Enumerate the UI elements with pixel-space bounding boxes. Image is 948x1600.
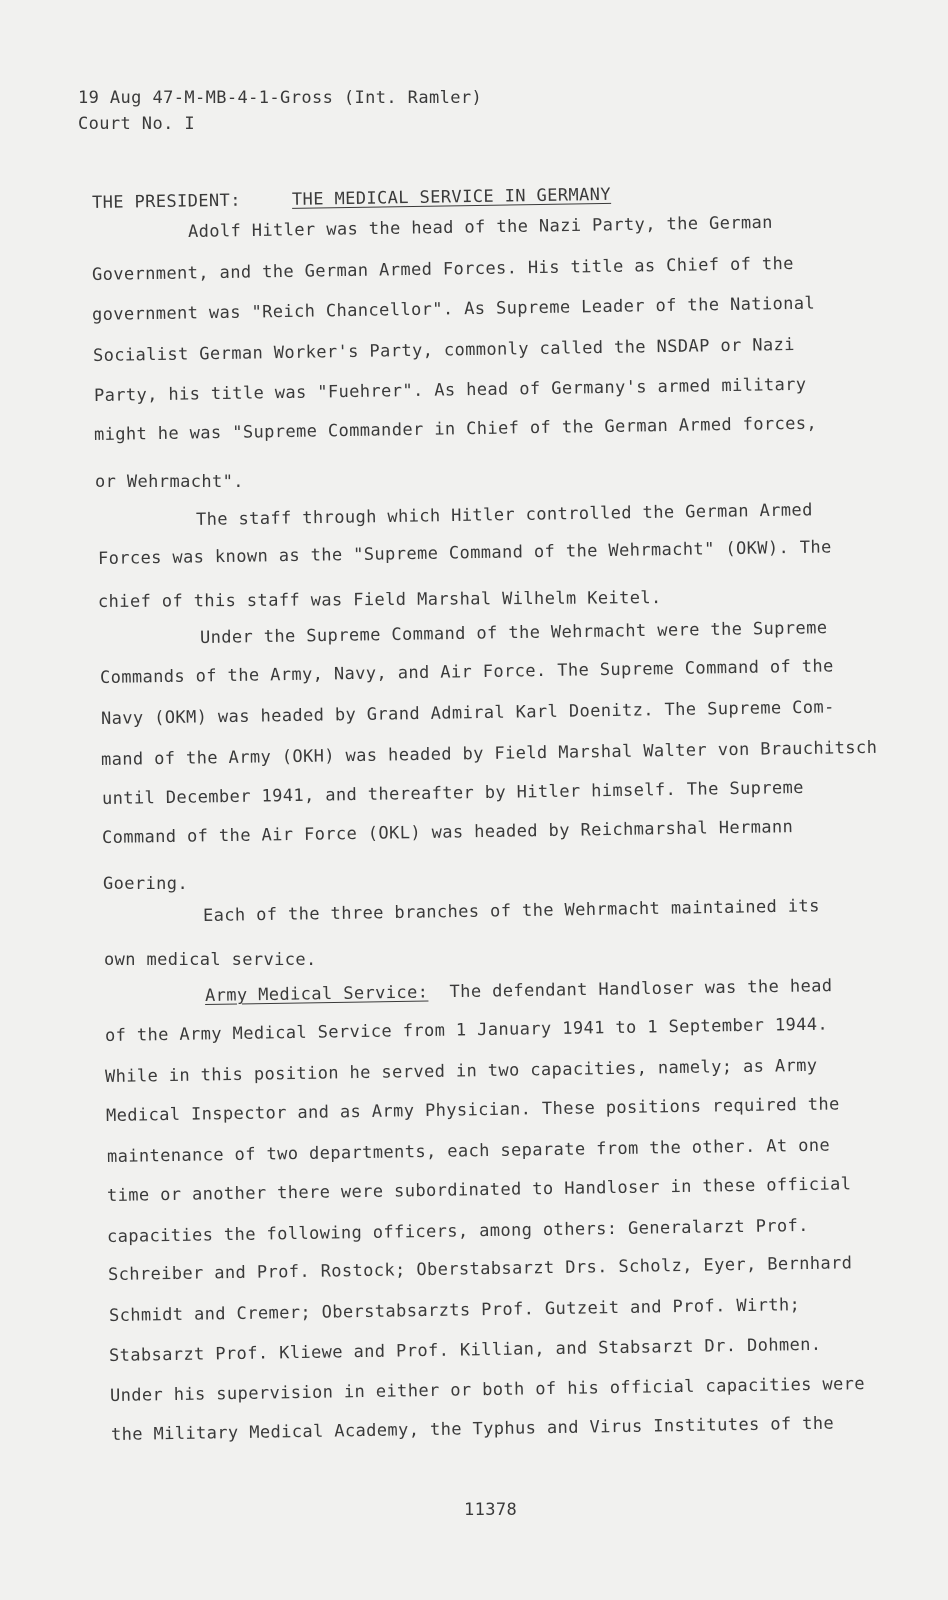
- army-medical-service-heading: Army Medical Service:: [204, 982, 429, 1006]
- text-line: government was "Reich Chancellor". As Supreme Leader of the National: [91, 293, 816, 325]
- text-line: Schmidt and Cremer; Oberstabsarzts Prof. Gutzeit and Prof. Wirth;: [108, 1295, 801, 1326]
- text-line: Stabsarzt Prof. Kliewe and Prof. Killian, and Stabsarzt Dr. Dohmen.: [108, 1334, 822, 1366]
- text-line: Commands of the Army, Navy, and Air Force. The Supreme Command of the: [99, 656, 834, 688]
- text-line: time or another there were subordinated to Handloser in these official: [106, 1174, 852, 1206]
- text-line: might he was "Supreme Commander in Chief of the German Armed forces,: [93, 413, 818, 445]
- section-heading: [92, 185, 611, 213]
- text-line: Forces was known as the "Supreme Command of the Wehrmacht" (OKW). The: [97, 537, 832, 569]
- text-line: [205, 976, 833, 1006]
- text-line: Goering.: [103, 874, 189, 894]
- text-line: or Wehrmacht".: [95, 472, 244, 492]
- text-line: Command of the Air Force (OKL) was headed by Reichmarshal Hermann: [101, 817, 794, 848]
- text-line: Navy (OKM) was headed by Grand Admiral Karl Doenitz. The Supreme Com-: [100, 697, 835, 729]
- text-line: The staff through which Hitler controlled the German Armed: [195, 500, 813, 530]
- court-number: Court No. I: [78, 114, 195, 134]
- section-title: THE MEDICAL SERVICE IN GERMANY: [291, 184, 612, 210]
- text-line: While in this position he served in two capacities, namely; as Army: [104, 1055, 818, 1087]
- page-number: 11378: [464, 1500, 518, 1520]
- text-line: capacities the following officers, among others: Generalarzt Prof.: [106, 1215, 809, 1247]
- text-line: Adolf Hitler was the head of the Nazi Party, the German: [187, 212, 774, 242]
- text-line: Government, and the German Armed Forces. His title as Chief of the: [91, 253, 794, 285]
- text-line: Schreiber and Prof. Rostock; Oberstabsarzt Drs. Scholz, Eyer, Bernhard: [107, 1253, 853, 1285]
- text-line: Under his supervision in either or both of his official capacities were: [109, 1374, 866, 1406]
- text-line: of the Army Medical Service from 1 January 1941 to 1 September 1944.: [104, 1014, 829, 1046]
- text-line: Medical Inspector and as Army Physician. These positions required the: [105, 1094, 840, 1126]
- text-line-rest: The defendant Handloser was the head: [449, 976, 833, 1003]
- text-line: Party, his title was "Fuehrer". As head of Germany's armed military: [93, 374, 807, 406]
- text-line: Socialist German Worker's Party, commonly called the NSDAP or Nazi: [92, 334, 795, 366]
- text-line: own medical service.: [104, 950, 317, 970]
- text-line: the Military Medical Academy, the Typhus and Virus Institutes of the: [110, 1413, 835, 1445]
- text-line: mand of the Army (OKH) was headed by Field Marshal Walter von Brauchitsch: [100, 737, 878, 770]
- speaker-label: THE PRESIDENT:: [91, 190, 242, 213]
- text-line: Each of the three branches of the Wehrmacht maintained its: [202, 896, 820, 926]
- case-reference: 19 Aug 47-M-MB-4-1-Gross (Int. Ramler): [78, 88, 483, 108]
- text-line: chief of this staff was Field Marshal Wilhelm Keitel.: [97, 588, 662, 612]
- text-line: until December 1941, and thereafter by Hitler himself. The Supreme: [101, 777, 804, 809]
- text-line: Under the Supreme Command of the Wehrmacht were the Supreme: [199, 618, 828, 648]
- text-line: maintenance of two departments, each separate from the other. At one: [106, 1135, 831, 1167]
